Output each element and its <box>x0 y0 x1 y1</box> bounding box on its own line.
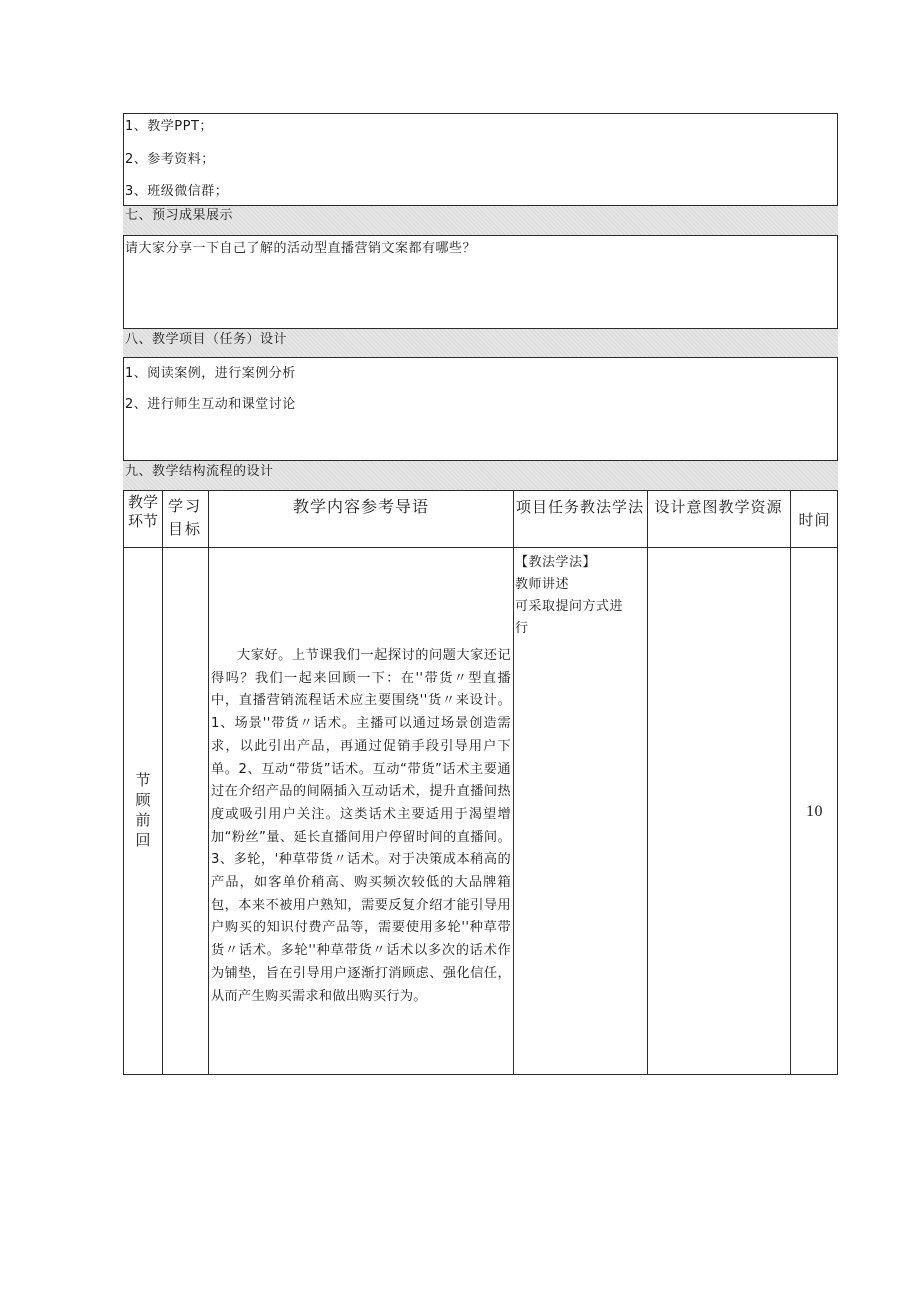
column-divider <box>790 491 791 1075</box>
header-stage: 教学环节 <box>127 493 158 530</box>
method-line: 教师讲述 <box>515 577 570 592</box>
flow-header-divider <box>123 547 838 548</box>
time-value: 10 <box>806 803 823 820</box>
resource-item: 3、班级微信群； <box>125 184 229 199</box>
section-title-task: 八、教学项目（任务）设计 <box>125 332 288 347</box>
task-item: 2、进行师生互动和课堂讨论 <box>125 397 296 412</box>
section-title-preview: 七、预习成果展示 <box>125 208 234 223</box>
header-time: 时间 <box>798 511 831 529</box>
method-cell <box>515 552 645 640</box>
section-title-flow: 九、教学结构流程的设计 <box>125 464 274 479</box>
content-paragraph: 大家好。上节课我们一起探讨的问题大家还记得吗？我们一起来回顾一下：在''带货〃型直播中，直播营销流程话术应主要围绕''货〃来设计。1、场景''带货〃话术。主播可以通过场景创造需求，以此引出产品，再通过促销手段引导用户下单。2、互动“带货”话术。互动“带货”话术主要通过在介绍产品的间隔插入互动话术，提升直播间热度或吸引用户关注。这类话术主要适用于渴望增加“粉丝”量、延长直播间用户停留时间的直播间。3、多轮，'种草带货〃话术。对于决策成本稍高的产品，如客单价稍高、购买频次较低的大品牌箱包，本来不被用户熟知，需要反复介绍才能引导用户购买的知识付费产品等，需要使用多轮''种草带货〃话术。多轮''种草带货〃话术以多次的话术作为铺垫，旨在引导用户逐渐打消顾虑、强化信任，从而产生购买需求和做出购买行为。 <box>211 648 511 1004</box>
column-divider <box>162 491 163 1075</box>
header-content: 教学内容参考导语 <box>292 497 429 516</box>
column-divider <box>208 491 209 1075</box>
column-divider <box>647 491 648 1075</box>
resource-item: 1、教学PPT； <box>125 119 213 134</box>
method-line: 行 <box>515 621 529 636</box>
resource-item: 2、参考资料； <box>125 152 215 167</box>
method-line: 可采取提问方式进 <box>515 599 624 614</box>
header-method: 项目任务教法学法 <box>515 498 644 516</box>
header-goal: 学习目标 <box>167 497 202 538</box>
preview-content: 请大家分享一下自己了解的活动型直播营销文案都有哪些？ <box>125 241 477 256</box>
task-item: 1、阅读案例，进行案例分析 <box>125 366 296 381</box>
method-line: 【教法学法】 <box>515 555 597 570</box>
stage-label: 节顾前回 <box>135 771 151 849</box>
column-divider <box>513 491 514 1075</box>
header-resource: 设计意图教学资源 <box>654 498 783 516</box>
